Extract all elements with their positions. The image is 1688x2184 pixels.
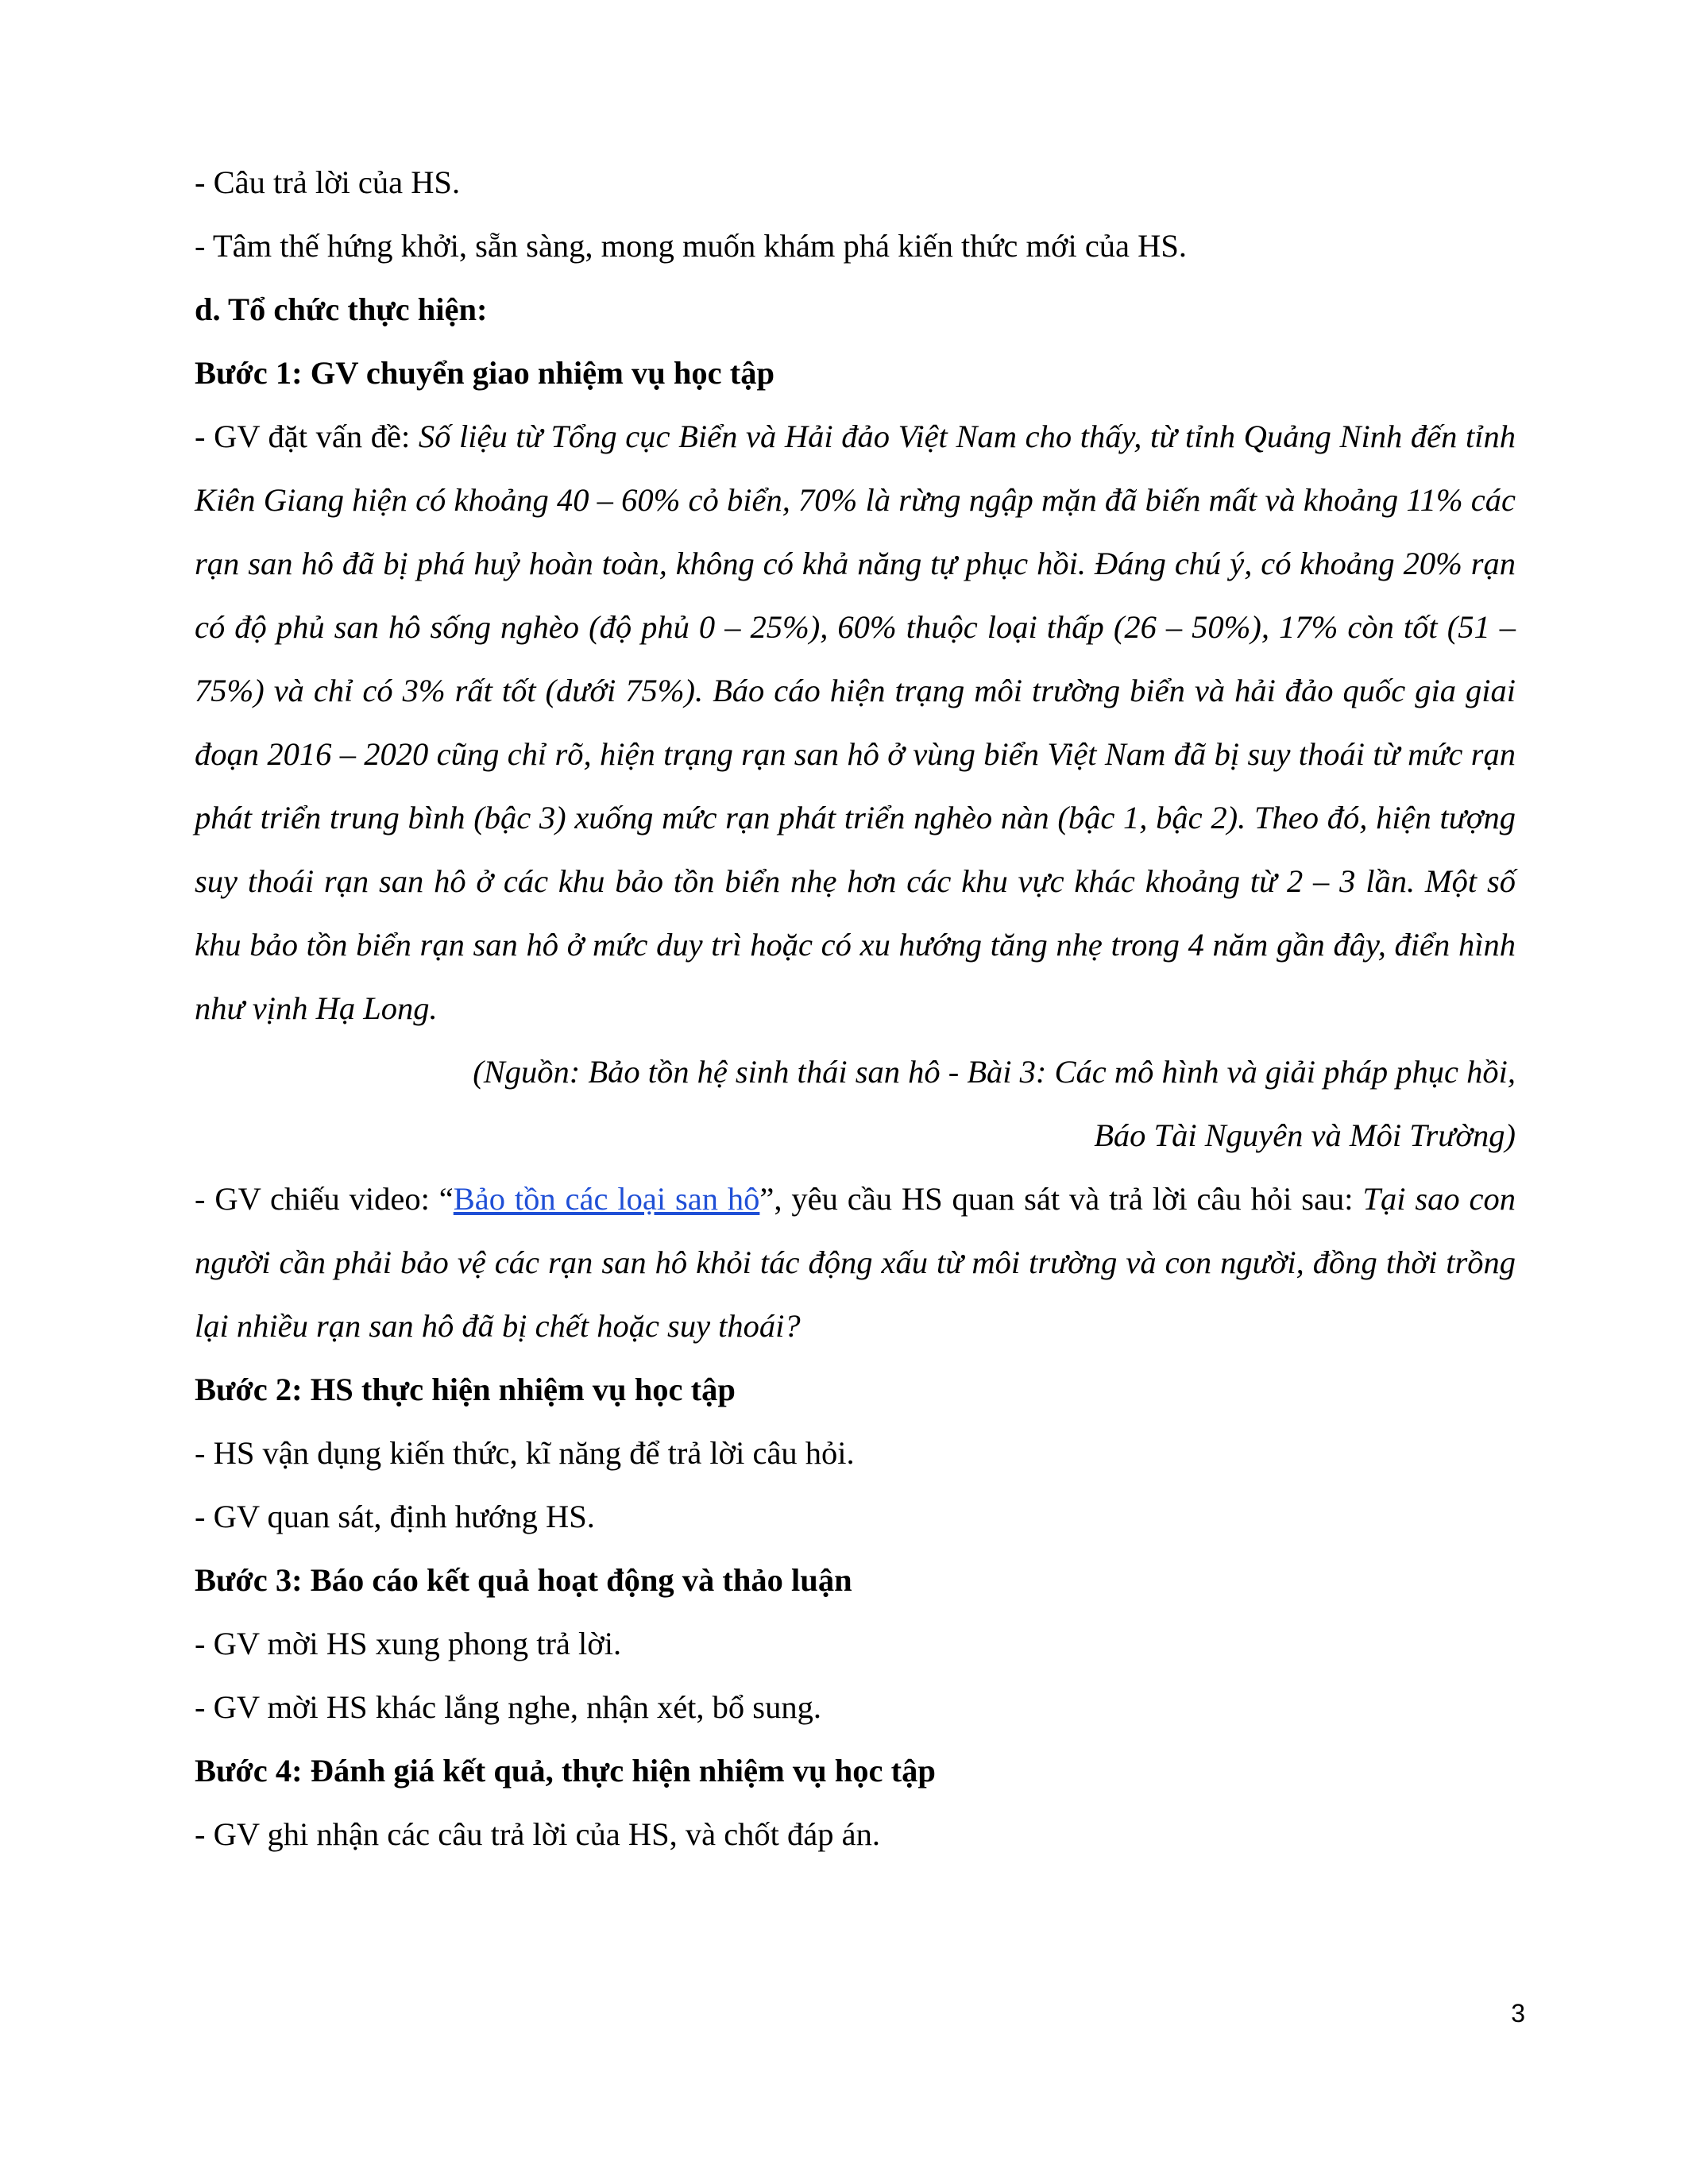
attitude-line: - Tâm thế hứng khởi, sẵn sàng, mong muốn khám phá kiến thức mới của HS.: [195, 228, 1188, 264]
source-citation-line-2: Báo Tài Nguyên và Môi Trường): [1094, 1117, 1516, 1153]
step-2-heading: Bước 2: HS thực hiện nhiệm vụ học tập: [195, 1372, 736, 1407]
video-paragraph: [195, 1167, 1516, 1358]
step-3-heading: Bước 3: Báo cáo kết quả hoạt động và thảo luận: [195, 1562, 852, 1598]
problem-text: Số liệu từ Tổng cục Biển và Hải đảo Việt Nam cho thấy, từ tỉnh Quảng Ninh đến tỉnh Kiên Giang hiện có khoảng 40 – 60% cỏ biển, 70% là rừng ngập mặn đã biến mất và khoảng 11% các rạn san hô đã bị phá huỷ hoàn toàn, không có khả năng tự phục hồi. Đáng chú ý, có khoảng 20% rạn có độ phủ san hô sống nghèo (độ phủ 0 – 25%), 60% thuộc loại thấp (26 – 50%), 17% còn tốt (51 – 75%) và chỉ có 3% rất tốt (dưới 75%). Báo cáo hiện trạng môi trường biển và hải đảo quốc gia giai đoạn 2016 – 2020 cũng chỉ rõ, hiện trạng rạn san hô ở vùng biển Việt Nam đã bị suy thoái từ mức rạn phát triển trung bình (bậc 3) xuống mức rạn phát triển nghèo nàn (bậc 1, bậc 2). Theo đó, hiện tượng suy thoái rạn san hô ở các khu bảo tồn biển nhẹ hơn các khu vực khác khoảng từ 2 – 3 lần. Một số khu bảo tồn biển rạn san hô ở mức duy trì hoặc có xu hướng tăng nhẹ trong 4 năm gần đây, điển hình như vịnh Hạ Long.: [195, 419, 1516, 1026]
step-2-line-1: - HS vận dụng kiến thức, kĩ năng để trả lời câu hỏi.: [195, 1435, 855, 1471]
source-citation-line-1: (Nguồn: Bảo tồn hệ sinh thái san hô - Bài 3: Các mô hình và giải pháp phục hồi,: [473, 1054, 1516, 1090]
question-text: Tại sao con người cần phải bảo vệ các rạn san hô khỏi tác động xấu từ môi trường và con người, đồng thời trồng lại nhiều rạn san hô đã bị chết hoặc suy thoái?: [195, 1181, 1516, 1344]
answer-line: - Câu trả lời của HS.: [195, 164, 461, 200]
video-suffix: ”, yêu cầu HS quan sát và trả lời câu hỏi sau:: [759, 1181, 1363, 1217]
page-number: 3: [1511, 1999, 1525, 2028]
step-3-line-2: - GV mời HS khác lắng nghe, nhận xét, bổ sung.: [195, 1689, 821, 1725]
problem-paragraph: [195, 405, 1516, 1040]
document-body: [195, 151, 1516, 1866]
step-2-line-2: - GV quan sát, định hướng HS.: [195, 1499, 595, 1534]
step-1-heading: Bước 1: GV chuyển giao nhiệm vụ học tập: [195, 355, 775, 391]
section-heading-d: d. Tổ chức thực hiện:: [195, 291, 488, 327]
step-4-line-1: - GV ghi nhận các câu trả lời của HS, và chốt đáp án.: [195, 1816, 880, 1852]
problem-prefix: - GV đặt vấn đề:: [195, 419, 419, 454]
video-link[interactable]: Bảo tồn các loại san hô: [453, 1181, 760, 1217]
step-3-line-1: - GV mời HS xung phong trả lời.: [195, 1626, 622, 1661]
video-prefix: - GV chiếu video: “: [195, 1181, 454, 1217]
step-4-heading: Bước 4: Đánh giá kết quả, thực hiện nhiệm vụ học tập: [195, 1753, 936, 1788]
